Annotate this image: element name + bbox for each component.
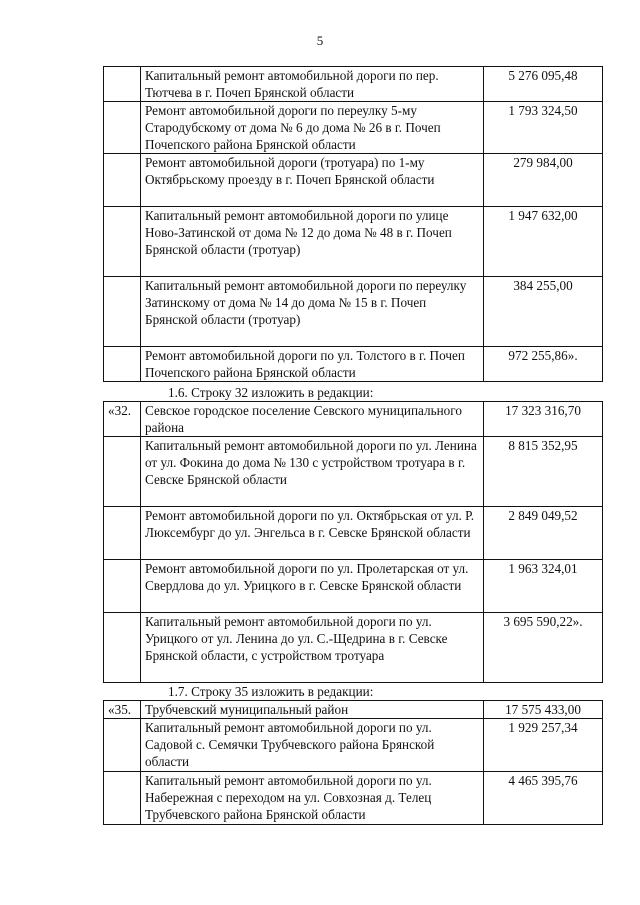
row-amount: 2 849 049,52 bbox=[484, 507, 603, 560]
row-number bbox=[104, 277, 141, 347]
row-amount: 1 947 632,00 bbox=[484, 207, 603, 277]
table-row bbox=[104, 437, 603, 507]
row-number bbox=[104, 67, 141, 102]
row-amount: 1 793 324,50 bbox=[484, 102, 603, 154]
row-amount: 8 815 352,95 bbox=[484, 437, 603, 507]
row-number bbox=[104, 560, 141, 613]
row-description: Капитальный ремонт автомобильной дороги по ул. Урицкого от ул. Ленина до ул. С.-Щедрина в г. Севске Брянской области, с устройством тротуара bbox=[141, 613, 484, 683]
row-description: Ремонт автомобильной дороги по ул. Октябрьская от ул. Р. Люксембург до ул. Энгельса в г. Севске Брянской области bbox=[141, 507, 484, 560]
row-number: «35. bbox=[104, 701, 141, 719]
table-row bbox=[104, 154, 603, 207]
road-repair-table-sevsk bbox=[103, 401, 603, 683]
row-description: Трубчевский муниципальный район bbox=[141, 701, 484, 719]
row-number bbox=[104, 207, 141, 277]
row-amount: 279 984,00 bbox=[484, 154, 603, 207]
table-row bbox=[104, 402, 603, 437]
row-amount: 1 963 324,01 bbox=[484, 560, 603, 613]
row-amount: 4 465 395,76 bbox=[484, 772, 603, 825]
row-amount: 384 255,00 bbox=[484, 277, 603, 347]
table-row bbox=[104, 701, 603, 719]
row-description: Капитальный ремонт автомобильной дороги по улице Ново-Затинской от дома № 12 до дома № 48 в г. Почеп Брянской области (тротуар) bbox=[141, 207, 484, 277]
row-description: Капитальный ремонт автомобильной дороги по пер. Тютчева в г. Почеп Брянской области bbox=[141, 67, 484, 102]
row-number bbox=[104, 507, 141, 560]
row-description: Капитальный ремонт автомобильной дороги по ул. Набережная с переходом на ул. Совхозная д. Телец Трубчевского района Брянской области bbox=[141, 772, 484, 825]
row-number bbox=[104, 102, 141, 154]
table-row bbox=[104, 560, 603, 613]
table-row bbox=[104, 719, 603, 772]
row-number bbox=[104, 613, 141, 683]
table-row bbox=[104, 67, 603, 102]
row-amount: 3 695 590,22». bbox=[484, 613, 603, 683]
row-amount: 1 929 257,34 bbox=[484, 719, 603, 772]
table-row bbox=[104, 507, 603, 560]
road-repair-table-pochep bbox=[103, 66, 603, 382]
table-row bbox=[104, 772, 603, 825]
instruction-line-35: 1.7. Строку 35 изложить в редакции: bbox=[168, 684, 374, 699]
row-description: Капитальный ремонт автомобильной дороги по ул. Ленина от ул. Фокина до дома № 130 с устройством тротуара в г. Севске Брянской области bbox=[141, 437, 484, 507]
row-description: Капитальный ремонт автомобильной дороги по переулку Затинскому от дома № 14 до дома № 15 в г. Почеп Брянской области (тротуар) bbox=[141, 277, 484, 347]
table-row bbox=[104, 613, 603, 683]
table-row bbox=[104, 347, 603, 382]
row-number bbox=[104, 719, 141, 772]
row-description: Севское городское поселение Севского муниципального района bbox=[141, 402, 484, 437]
row-description: Ремонт автомобильной дороги по переулку 5-му Стародубскому от дома № 6 до дома № 26 в г. Почеп Почепского района Брянской области bbox=[141, 102, 484, 154]
row-description: Ремонт автомобильной дороги по ул. Толстого в г. Почеп Почепского района Брянской области bbox=[141, 347, 484, 382]
table-row bbox=[104, 102, 603, 154]
row-description: Ремонт автомобильной дороги (тротуара) по 1-му Октябрьскому проезду в г. Почеп Брянской области bbox=[141, 154, 484, 207]
row-number bbox=[104, 437, 141, 507]
row-amount: 17 575 433,00 bbox=[484, 701, 603, 719]
row-number bbox=[104, 772, 141, 825]
row-amount: 5 276 095,48 bbox=[484, 67, 603, 102]
row-number: «32. bbox=[104, 402, 141, 437]
table-row bbox=[104, 207, 603, 277]
page-number: 5 bbox=[316, 33, 324, 48]
row-amount: 17 323 316,70 bbox=[484, 402, 603, 437]
row-number bbox=[104, 347, 141, 382]
road-repair-table-trubchevsk bbox=[103, 700, 603, 825]
row-description: Капитальный ремонт автомобильной дороги по ул. Садовой с. Семячки Трубчевского района Брянской области bbox=[141, 719, 484, 772]
instruction-line-32: 1.6. Строку 32 изложить в редакции: bbox=[168, 385, 374, 400]
row-number bbox=[104, 154, 141, 207]
row-description: Ремонт автомобильной дороги по ул. Пролетарская от ул. Свердлова до ул. Урицкого в г. Севске Брянской области bbox=[141, 560, 484, 613]
table-row bbox=[104, 277, 603, 347]
row-amount: 972 255,86». bbox=[484, 347, 603, 382]
